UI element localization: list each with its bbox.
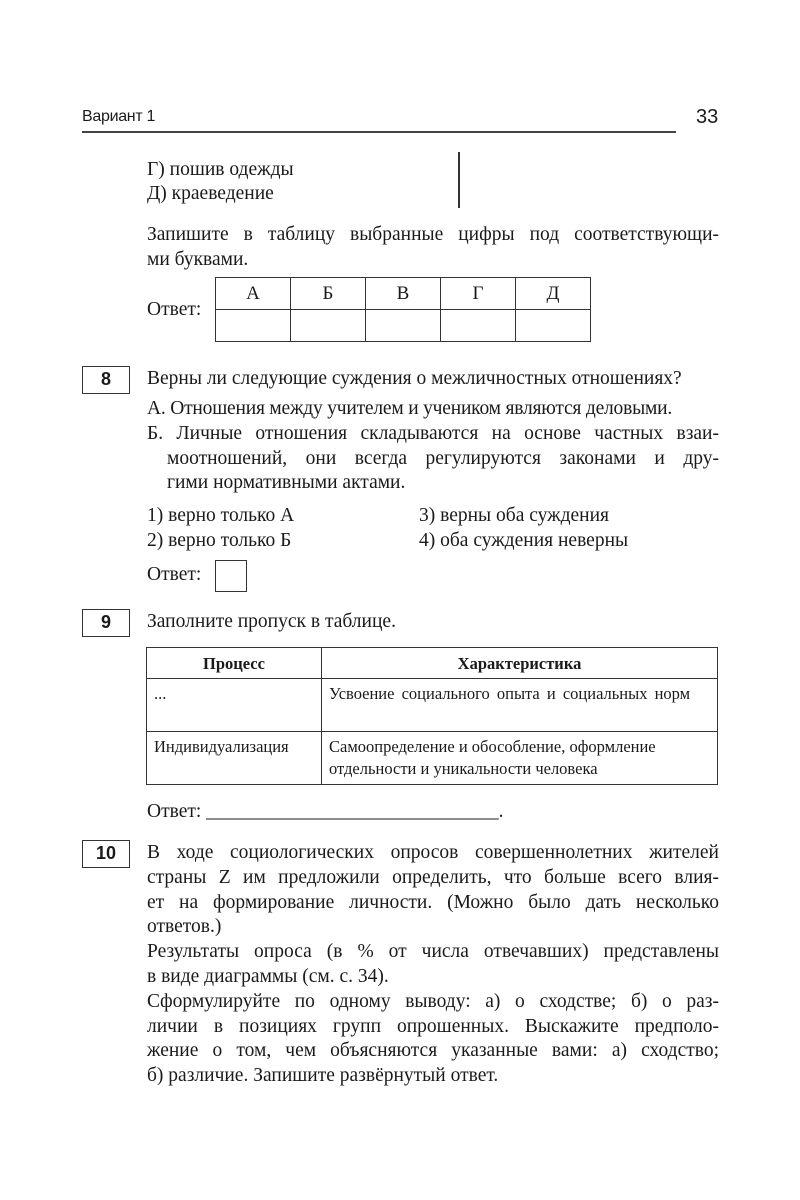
letter-cell: Б	[291, 278, 366, 310]
answer-cell[interactable]	[291, 310, 366, 342]
option-g: Г) пошив одежды	[147, 159, 294, 180]
choice-3: 3) верны оба суждения	[419, 505, 610, 526]
column-divider	[458, 152, 460, 208]
task8-question: Верны ли следующие суждения о межличностных отношениях?	[147, 368, 682, 389]
choice-1: 1) верно только А	[147, 505, 295, 526]
task7-instruction	[147, 223, 719, 272]
answer-cell[interactable]	[216, 310, 291, 342]
text-line: в виде диаграммы (см. с. 34).	[147, 965, 389, 987]
process-table	[146, 647, 718, 785]
answer-label: Ответ:	[147, 299, 202, 320]
choice-2: 2) верно только Б	[147, 530, 292, 551]
header-characteristic: Характеристика	[322, 648, 718, 679]
answer-line[interactable]: Ответ: ______________________________.	[147, 801, 504, 822]
process-cell: Индивидуализация	[147, 732, 322, 785]
statement-line: моотношений, они всегда регулируются законами и дру-	[167, 447, 719, 469]
task8-statement-b	[147, 422, 719, 496]
text-line: Результаты опроса (в % от числа отвечавших) представлены	[147, 941, 719, 963]
answer-box[interactable]	[215, 560, 247, 592]
task-number-10: 10	[82, 840, 130, 868]
letter-cell: А	[216, 278, 291, 310]
header-process: Процесс	[147, 648, 322, 679]
text-line: В ходе социологических опросов совершеннолетних жителей	[147, 842, 719, 863]
task-number-9: 9	[82, 609, 130, 637]
answer-cell[interactable]	[441, 310, 516, 342]
text-line: страны Z им предложили определить, что больше всего влия-	[147, 866, 719, 888]
instruction-line: Запишите в таблицу выбранные цифры под соответствующи-	[147, 224, 719, 245]
answer-letter-table	[215, 277, 591, 342]
option-d: Д) краеведение	[147, 183, 274, 204]
text-line: ет на формирование личности. (Можно было дать несколько	[147, 891, 719, 913]
process-cell: ...	[147, 679, 322, 732]
choice-4: 4) оба суждения неверны	[419, 530, 629, 551]
running-header-variant: Вариант 1	[82, 108, 156, 125]
answer-cell[interactable]	[366, 310, 441, 342]
letter-cell: В	[366, 278, 441, 310]
answer-label: Ответ:	[147, 564, 202, 585]
letter-cell: Г	[441, 278, 516, 310]
statement-line: гими нормативными актами.	[167, 472, 406, 493]
task9-question: Заполните пропуск в таблице.	[147, 611, 396, 632]
characteristic-cell: Усвоение социального опыта и социальных норм	[322, 679, 718, 732]
text-line: Сформулируйте по одному выводу: а) о сходстве; б) о раз-	[147, 990, 719, 1012]
page-number: 33	[696, 106, 719, 128]
letter-cell: Д	[516, 278, 591, 310]
characteristic-cell: Самоопределение и обособление, оформление отдельности и уникальности человека	[322, 732, 718, 785]
instruction-line: ми буквами.	[147, 248, 249, 270]
header-rule	[82, 131, 676, 133]
task10-text	[147, 841, 719, 1089]
text-line: ответов.)	[147, 916, 222, 938]
answer-cell[interactable]	[516, 310, 591, 342]
statement-line: Б. Личные отношения складываются на основе частных взаи-	[147, 423, 719, 444]
text-line: б) различие. Запишите развёрнутый ответ.	[147, 1065, 499, 1087]
task-number-8: 8	[82, 366, 130, 394]
task8-statement-a: А. Отношения между учителем и учеником являются деловыми.	[147, 398, 673, 419]
text-line: личии в позициях групп опрошенных. Выскажите предполо-	[147, 1015, 719, 1037]
text-line: жение о том, чем объясняются указанные вами: а) сходство;	[147, 1040, 719, 1062]
